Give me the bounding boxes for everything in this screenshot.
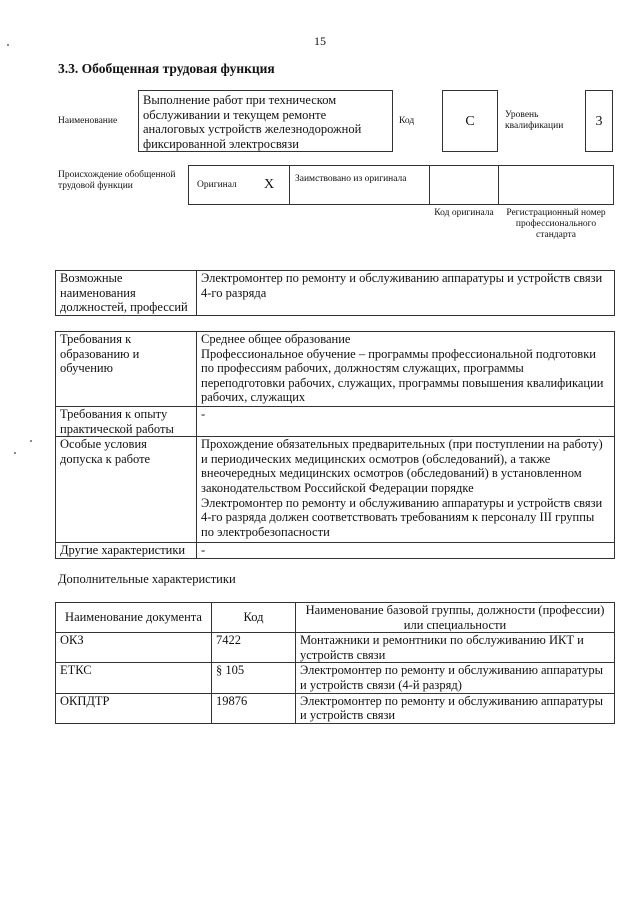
positions-label: Возможные наименования должностей, профессий xyxy=(56,271,197,316)
req-other-value: - xyxy=(197,543,615,559)
row-doc: ЕТКС xyxy=(56,663,212,693)
table-row xyxy=(56,633,615,663)
scan-speck xyxy=(7,44,9,46)
positions-table xyxy=(55,270,615,316)
row-code: 19876 xyxy=(212,693,296,723)
req-education-label: Требования к образованию и обучению xyxy=(56,332,197,407)
requirements-table xyxy=(55,331,615,559)
scan-speck xyxy=(30,440,32,442)
scan-speck xyxy=(14,452,16,454)
origin-original-cell xyxy=(188,165,290,205)
header-doc: Наименование документа xyxy=(56,603,212,633)
row-code: 7422 xyxy=(212,633,296,663)
req-experience-value: - xyxy=(197,407,615,437)
table-row xyxy=(56,663,615,693)
code-value: C xyxy=(442,90,498,152)
level-value: 3 xyxy=(585,90,613,152)
row-doc: ОКЗ xyxy=(56,633,212,663)
code-original-cell xyxy=(429,165,499,205)
req-experience-label: Требования к опыту практической работы xyxy=(56,407,197,437)
positions-value: Электромонтер по ремонту и обслуживанию аппаратуры и устройств связи 4-го разряда xyxy=(197,271,615,316)
row-name: Монтажники и ремонтники по обслуживанию ИКТ и устройств связи xyxy=(296,633,615,663)
original-mark: X xyxy=(264,177,275,192)
header-code: Код xyxy=(212,603,296,633)
header-group: Наименование базовой группы, должности (профессии) или специальности xyxy=(296,603,615,633)
additional-title: Дополнительные характеристики xyxy=(58,572,236,586)
borrowed-label: Заимствовано из оригинала xyxy=(289,165,430,205)
name-value: Выполнение работ при техническом обслуживании и текущем ремонте аналоговых устройств железнодорожной фиксированной электросвязи xyxy=(138,90,393,152)
row-name: Электромонтер по ремонту и обслуживанию аппаратуры и устройств связи xyxy=(296,693,615,723)
row-name: Электромонтер по ремонту и обслуживанию аппаратуры и устройств связи (4-й разряд) xyxy=(296,663,615,693)
level-label: Уровень квалификации xyxy=(505,110,564,131)
req-education-value: Среднее общее образование Профессиональное обучение – программы профессиональной подготовки по профессиям рабочих, должностям служащих, программы переподготовки рабочих, служащих, программы повышения квалификации рабочих, служащих xyxy=(197,332,615,407)
table-row xyxy=(56,693,615,723)
reg-number-cell xyxy=(498,165,614,205)
req-special-label: Особые условия допуска к работе xyxy=(56,437,197,543)
req-other-label: Другие характеристики xyxy=(56,543,197,559)
req-special-value: Прохождение обязательных предварительных (при поступлении на работу) и периодических медицинских осмотров (обследований), а также внеочередных медицинских осмотров (обследований) в установленном законодательством Российской Федерации порядке Электромонтер по ремонту и обслуживанию аппаратуры и устройств связи 4-го разряда должен соответствовать требованиям к персоналу III группы по электробезопасности xyxy=(197,437,615,543)
row-code: § 105 xyxy=(212,663,296,693)
name-label: Наименование xyxy=(58,116,118,126)
origin-label: Происхождение обобщенной трудовой функции xyxy=(58,170,176,191)
reg-number-caption: Регистрационный номер профессионального стандарта xyxy=(506,208,606,240)
section-title: 3.3. Обобщенная трудовая функция xyxy=(58,61,275,76)
code-label: Код xyxy=(399,116,415,126)
original-label: Оригинал xyxy=(197,180,237,190)
additional-table xyxy=(55,602,615,724)
code-original-caption: Код оригинала xyxy=(434,208,494,218)
page-number: 15 xyxy=(314,34,326,48)
row-doc: ОКПДТР xyxy=(56,693,212,723)
